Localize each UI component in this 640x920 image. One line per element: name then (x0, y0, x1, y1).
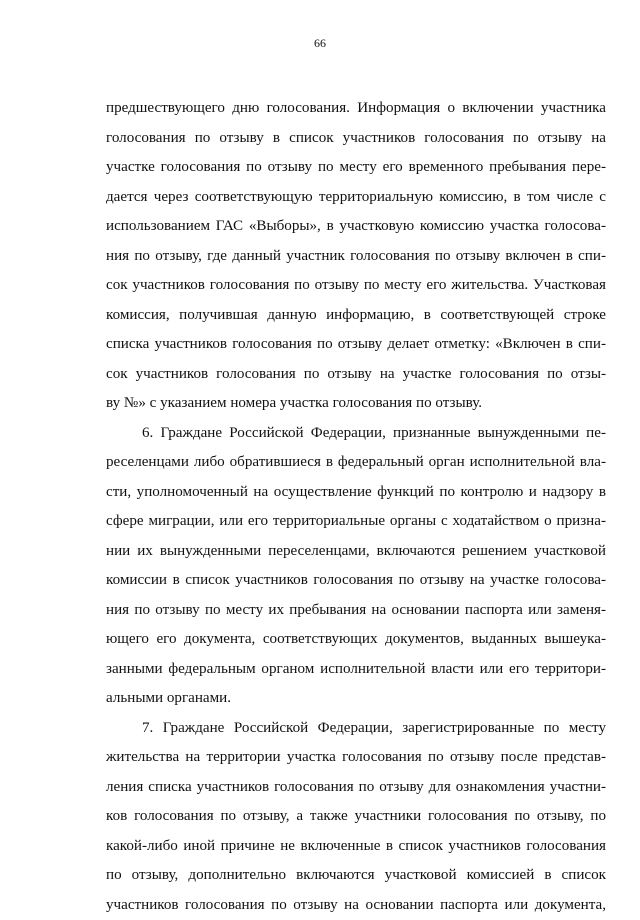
text-line: участников голосования по отзыву на основании паспорта или документа, (106, 891, 606, 920)
text-line: сфере миграции, или его территориальные органы с ходатайством о призна- (106, 507, 606, 537)
text-line: участке голосования по отзыву по месту его временного пребывания пере- (106, 153, 606, 183)
text-line: списка участников голосования по отзыву делает отметку: «Включен в спи- (106, 330, 606, 360)
text-line: голосования по отзыву в список участников голосования по отзыву на (106, 124, 606, 154)
text-line: нии их вынужденными переселенцами, включаются решением участковой (106, 537, 606, 567)
paragraph-item-6 (106, 419, 606, 714)
text-line: дается через соответствующую территориальную комиссию, в том числе с (106, 183, 606, 213)
text-line: 7. Граждане Российской Федерации, зарегистрированные по месту (106, 714, 606, 744)
text-line: жительства на территории участка голосования по отзыву после представ- (106, 743, 606, 773)
text-line: ления списка участников голосования по отзыву для ознакомления участни- (106, 773, 606, 803)
text-line: 6. Граждане Российской Федерации, признанные вынужденными пе- (106, 419, 606, 449)
paragraph-item-7 (106, 714, 606, 920)
text-line: по отзыву, дополнительно включаются участковой комиссией в список (106, 861, 606, 891)
body-text (106, 94, 606, 920)
paragraph-continuation (106, 94, 606, 419)
text-line: комиссии в список участников голосования по отзыву на участке голосова- (106, 566, 606, 596)
text-line: ков голосования по отзыву, а также участники голосования по отзыву, по (106, 802, 606, 832)
text-line: занными федеральным органом исполнительной власти или его территори- (106, 655, 606, 685)
text-line: сок участников голосования по отзыву на участке голосования по отзы- (106, 360, 606, 390)
text-line: ву №» с указанием номера участка голосования по отзыву. (106, 389, 606, 419)
text-line: сти, уполномоченный на осуществление функций по контролю и надзору в (106, 478, 606, 508)
text-line: комиссия, получившая данную информацию, в соответствующей строке (106, 301, 606, 331)
text-line: ния по отзыву, где данный участник голосования по отзыву включен в спи- (106, 242, 606, 272)
page-number: 66 (0, 36, 640, 51)
text-line: ющего его документа, соответствующих документов, выданных вышеука- (106, 625, 606, 655)
text-line: сок участников голосования по отзыву по месту его жительства. Участковая (106, 271, 606, 301)
text-line: реселенцами либо обратившиеся в федеральный орган исполнительной вла- (106, 448, 606, 478)
text-line: предшествующего дню голосования. Информация о включении участника (106, 94, 606, 124)
text-line: какой-либо иной причине не включенные в список участников голосования (106, 832, 606, 862)
text-line: альными органами. (106, 684, 606, 714)
text-line: ния по отзыву по месту их пребывания на основании паспорта или заменя- (106, 596, 606, 626)
text-line: использованием ГАС «Выборы», в участковую комиссию участка голосова- (106, 212, 606, 242)
